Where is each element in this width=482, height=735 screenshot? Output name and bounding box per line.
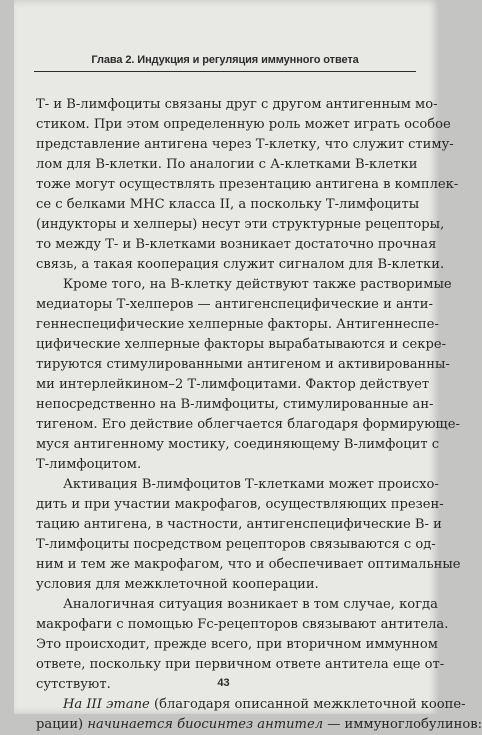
running-header: Глава 2. Индукция и регуляция иммунного ответа [91, 54, 359, 66]
text-line: непосредственно на В-лимфоциты, стимулированные ан- [36, 397, 434, 412]
text-fragment: рации) [36, 717, 88, 732]
text-line: се с белками МНС класса II, а поскольку Т-лимфоциты [36, 197, 420, 212]
text-line: лом для В-клетки. По аналогии с А-клетками В-клетки [36, 157, 418, 172]
text-line: тируются стимулированными антигеном и активированны- [36, 357, 450, 372]
text-line: то между Т- и В-клетками возникает достаточно прочная [36, 237, 437, 252]
text-line: стиком. При этом определенную роль может играть особое [36, 117, 451, 132]
text-line: геннеспецифические хелперные факторы. Антигеннеспе- [36, 317, 439, 332]
text-line: тоже могут осуществлять презентацию антигена в комплек- [36, 177, 459, 192]
text-line: Т-лимфоцитом. [36, 457, 142, 472]
text-line: Кроме того, на В-клетку действуют также растворимые [63, 277, 452, 292]
text-line: ми интерлейкином–2 Т-лимфоцитами. Фактор действует [36, 377, 430, 392]
text-line [36, 715, 482, 735]
paragraph-5 [36, 695, 482, 735]
text-line: дить и при участии макрофагов, осуществляющих презен- [36, 497, 444, 512]
text-line: медиаторы Т-хелперов — антигенспецифические и анти- [36, 297, 433, 312]
page-number: 43 [217, 677, 230, 689]
text-line: тацию антигена, в частности, антигенспецифические В- и [36, 517, 442, 532]
text-line: связь, а такая кооперация служит сигналом для В-клетки. [36, 257, 445, 272]
text-line: (индукторы и хелперы) несут эти структурные рецепторы, [36, 217, 445, 232]
text-line: Активация В-лимфоцитов Т-клетками может происхо- [63, 477, 439, 492]
paragraph-3 [36, 475, 461, 595]
header-rule [34, 71, 416, 72]
text-line: условия для межклеточной кооперации. [36, 577, 319, 592]
text-fragment: (благодаря описанной межклеточной коопе- [149, 697, 466, 712]
text-line: Это происходит, прежде всего, при вторичном иммунном [36, 637, 438, 652]
text-line: Т-лимфоциты посредством рецепторов связываются с од- [36, 537, 436, 552]
text-line: представление антигена через Т-клетку, что служит стиму- [36, 137, 454, 152]
text-line: тигеном. Его действие облегчается благодаря формирующе- [36, 417, 460, 432]
text-line: макрофаги с помощью Fc-рецепторов связывают антитела. [36, 617, 449, 632]
text-line: цифические хелперные факторы вырабатываются и секре- [36, 337, 447, 352]
text-line: Т- и В-лимфоциты связаны друг с другом антигенным мо- [36, 97, 438, 112]
text-line: муся антигенному мостику, соединяющему В-лимфоцит с [36, 437, 440, 452]
text-fragment: — иммуноглобулинов: [323, 717, 482, 732]
text-line: сутствуют. [36, 677, 111, 692]
text-line: Аналогичная ситуация возникает в том случае, когда [63, 597, 438, 612]
paragraph-2 [36, 275, 460, 475]
paragraph-1 [36, 95, 459, 275]
text-line [36, 695, 466, 715]
italic-phrase: начинается биосинтез антител [87, 717, 324, 732]
text-line: ним и тем же макрофагом, что и обеспечивает оптимальные [36, 557, 461, 572]
text-line: ответе, поскольку при первичном ответе антитела еще от- [36, 657, 445, 672]
italic-phrase: На III этапе [63, 697, 150, 712]
body-text [36, 95, 482, 735]
